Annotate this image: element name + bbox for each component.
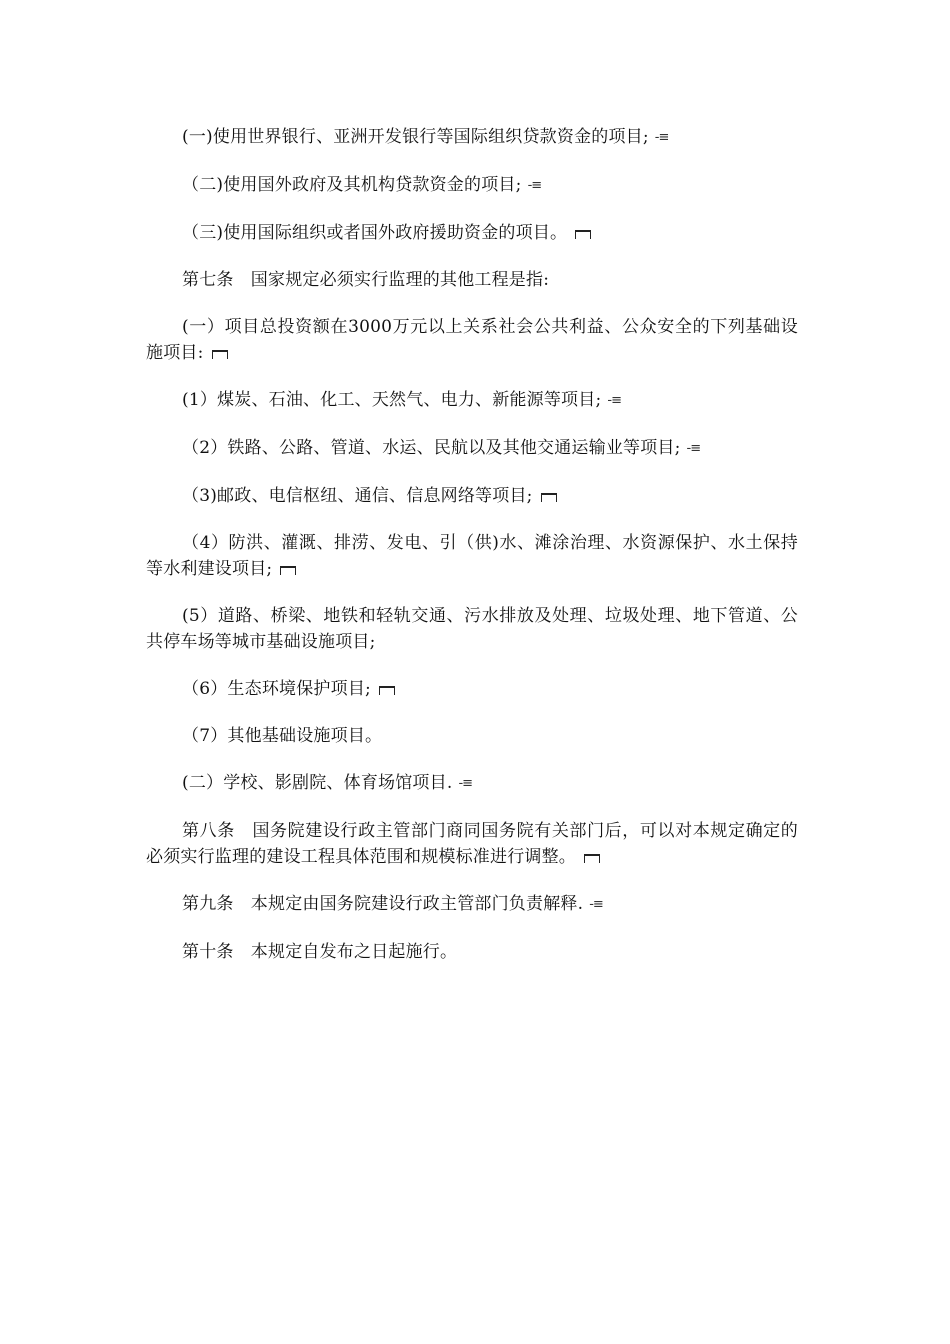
paragraph-text: （4）防洪、灌溉、排涝、发电、引（供)水、滩涂治理、水资源保护、水土保持等水利建设项目; bbox=[146, 533, 798, 579]
paragraph-text: （7）其他基础设施项目。 bbox=[182, 726, 383, 746]
paragraph-article-7-item-2 bbox=[146, 770, 798, 797]
paragraph-subitem-5 bbox=[146, 603, 798, 655]
paragraph-subitem-3 bbox=[146, 483, 798, 509]
paragraph-text: (5）道路、桥梁、地铁和轻轨交通、污水排放及处理、垃圾处理、地下管道、公共停车场等城市基础设施项目; bbox=[146, 606, 798, 652]
paragraph-article-8 bbox=[146, 818, 798, 870]
paragraph-text: 第七条 国家规定必须实行监理的其他工程是指: bbox=[182, 270, 550, 290]
paragraph-text: （二)使用国外政府及其机构贷款资金的项目; bbox=[182, 175, 522, 195]
paragraph-bracket-icon bbox=[212, 350, 228, 359]
paragraph-bracket-icon bbox=[575, 230, 591, 239]
paragraph-clause-6-item-1 bbox=[146, 124, 798, 151]
paragraph-subitem-7 bbox=[146, 723, 798, 749]
paragraph-subitem-6 bbox=[146, 676, 798, 702]
paragraph-text: (1）煤炭、石油、化工、天然气、电力、新能源等项目; bbox=[182, 390, 602, 410]
paragraph-text: (一）项目总投资额在3000万元以上关系社会公共利益、公众安全的下列基础设施项目: bbox=[146, 317, 798, 363]
paragraph-clause-6-item-2 bbox=[146, 172, 798, 199]
paragraph-text: 第十条 本规定自发布之日起施行。 bbox=[182, 942, 458, 962]
paragraph-mark-icon: -≡ bbox=[654, 130, 669, 145]
paragraph-article-7 bbox=[146, 267, 798, 293]
paragraph-subitem-4 bbox=[146, 530, 798, 582]
paragraph-mark-icon: -≡ bbox=[686, 441, 701, 456]
paragraph-clause-6-item-3 bbox=[146, 220, 798, 246]
paragraph-text: （2）铁路、公路、管道、水运、民航以及其他交通运输业等项目; bbox=[182, 438, 681, 458]
paragraph-text: （6）生态环境保护项目; bbox=[182, 679, 371, 699]
paragraph-bracket-icon bbox=[584, 854, 600, 863]
paragraph-article-7-item-1 bbox=[146, 314, 798, 366]
paragraph-bracket-icon bbox=[280, 566, 296, 575]
paragraph-mark-icon: -≡ bbox=[527, 178, 542, 193]
paragraph-text: (一)使用世界银行、亚洲开发银行等国际组织贷款资金的项目; bbox=[182, 127, 649, 147]
paragraph-bracket-icon bbox=[541, 493, 557, 502]
paragraph-text: 第九条 本规定由国务院建设行政主管部门负责解释. bbox=[182, 894, 584, 914]
paragraph-mark-icon: -≡ bbox=[589, 897, 603, 912]
paragraph-bracket-icon bbox=[379, 686, 395, 695]
paragraph-mark-icon: -≡ bbox=[458, 776, 473, 791]
paragraph-article-9 bbox=[146, 891, 798, 918]
paragraph-text: （3)邮政、电信枢纽、通信、信息网络等项目; bbox=[182, 486, 533, 506]
paragraph-article-10 bbox=[146, 939, 798, 965]
paragraph-mark-icon: -≡ bbox=[607, 393, 621, 408]
paragraph-text: 第八条 国务院建设行政主管部门商同国务院有关部门后，可以对本规定确定的必须实行监理的建设工程具体范围和规模标准进行调整。 bbox=[146, 821, 798, 867]
paragraph-text: (二）学校、影剧院、体育场馆项目. bbox=[182, 773, 453, 793]
paragraph-subitem-1 bbox=[146, 387, 798, 414]
paragraph-text: （三)使用国际组织或者国外政府援助资金的项目。 bbox=[182, 223, 568, 243]
document-body bbox=[146, 124, 798, 986]
paragraph-subitem-2 bbox=[146, 435, 798, 462]
